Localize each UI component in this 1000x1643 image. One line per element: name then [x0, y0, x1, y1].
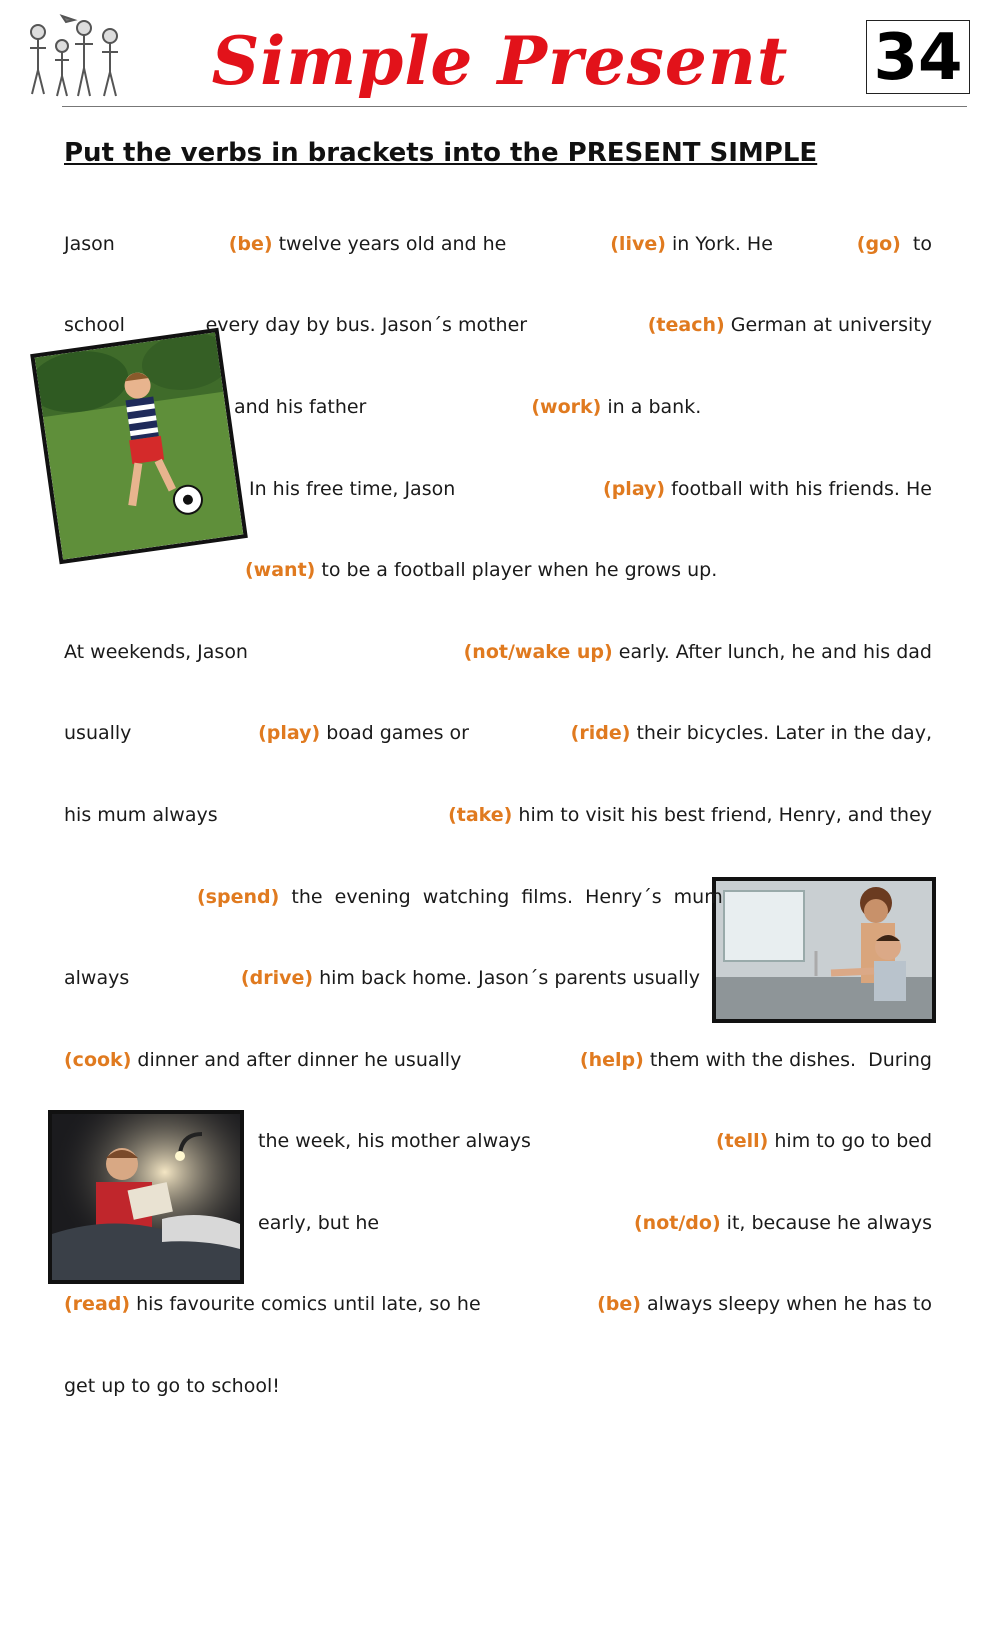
sentence-text: in a bank.	[601, 396, 702, 418]
sentence-text: and his father	[234, 396, 367, 418]
verb-prompt: (help)	[579, 1049, 644, 1071]
exercise-line	[64, 1374, 280, 1398]
exercise-line	[258, 1211, 932, 1235]
boy-football-image	[35, 332, 244, 559]
exercise-line	[64, 803, 932, 827]
verb-prompt: (want)	[245, 559, 316, 581]
reading-image	[52, 1114, 240, 1280]
sentence-text: the week, his mother always	[258, 1130, 531, 1152]
header-divider	[62, 106, 967, 107]
sentence-text: always sleepy when he has to	[640, 1293, 932, 1315]
sentence-text: him to go to bed	[768, 1130, 932, 1152]
verb-prompt: (not/do)	[634, 1212, 721, 1234]
verb-prompt: (not/wake up)	[463, 641, 613, 663]
sentence-text: early, but he	[258, 1212, 380, 1234]
exercise-line	[64, 232, 932, 256]
instruction: Put the verbs in brackets into the PRESENT SIMPLE	[64, 138, 818, 168]
worksheet-number: 34	[866, 20, 970, 94]
page-title: Simple Present	[211, 22, 789, 100]
exercise-line	[249, 477, 932, 501]
verb-prompt: (work)	[531, 396, 602, 418]
exercise-line	[64, 966, 700, 990]
exercise-line	[64, 721, 932, 745]
kitchen-image	[716, 881, 932, 1019]
sentence-text: Jason	[64, 233, 115, 255]
verb-prompt: (play)	[258, 722, 321, 744]
boy-playing-football-photo	[30, 328, 248, 564]
verb-prompt: (be)	[228, 233, 273, 255]
exercise-line	[64, 1292, 932, 1316]
sentence-text: always	[64, 967, 130, 989]
sentence-text: to be a football player when he grows up.	[315, 559, 718, 581]
sentence-text: usually	[64, 722, 132, 744]
verb-prompt: (play)	[603, 478, 666, 500]
sentence-text: in York. He	[665, 233, 773, 255]
exercise-line	[258, 1129, 932, 1153]
sentence-text: to	[900, 233, 932, 255]
exercise-line	[245, 558, 717, 582]
sentence-text: it, because he always	[720, 1212, 932, 1234]
sentence-text: every day by bus. Jason´s mother	[205, 314, 528, 336]
exercise-line	[64, 640, 932, 664]
verb-prompt: (read)	[64, 1293, 131, 1315]
verb-prompt: (cook)	[64, 1049, 132, 1071]
sentence-text: his favourite comics until late, so he	[130, 1293, 481, 1315]
sentence-text: early. After lunch, he and his dad	[612, 641, 932, 663]
verb-prompt: (spend)	[197, 886, 280, 908]
sentence-text: get up to go to school!	[64, 1375, 280, 1397]
sentence-text: them with the dishes. During	[643, 1049, 932, 1071]
sentence-text: their bicycles. Later in the day,	[630, 722, 932, 744]
verb-prompt: (teach)	[647, 314, 725, 336]
verb-prompt: (live)	[610, 233, 666, 255]
verb-prompt: (ride)	[570, 722, 631, 744]
mother-and-son-washing-dishes-photo	[712, 877, 936, 1023]
sentence-text: him back home. Jason´s parents usually	[313, 967, 700, 989]
exercise-line	[197, 885, 723, 909]
sentence-text: boad games or	[320, 722, 469, 744]
sentence-text: In his free time, Jason	[249, 478, 456, 500]
exercise-line	[64, 1048, 932, 1072]
sentence-text: German at university	[724, 314, 932, 336]
sentence-text: him to visit his best friend, Henry, and they	[512, 804, 932, 826]
boy-reading-in-bed-photo	[48, 1110, 244, 1284]
verb-prompt: (be)	[597, 1293, 641, 1315]
sentence-text: twelve years old and he	[272, 233, 507, 255]
sentence-text: school	[64, 314, 125, 336]
sentence-text: At weekends, Jason	[64, 641, 248, 663]
sentence-text: football with his friends. He	[665, 478, 932, 500]
verb-prompt: (tell)	[715, 1130, 769, 1152]
sentence-text: dinner and after dinner he usually	[131, 1049, 462, 1071]
verb-prompt: (drive)	[240, 967, 314, 989]
exercise-line	[234, 395, 701, 419]
sentence-text: his mum always	[64, 804, 218, 826]
verb-prompt: (take)	[448, 804, 513, 826]
verb-prompt: (go)	[856, 233, 901, 255]
sentence-text: the evening watching films. Henry´s mum	[279, 886, 723, 908]
exercise-line	[64, 313, 932, 337]
